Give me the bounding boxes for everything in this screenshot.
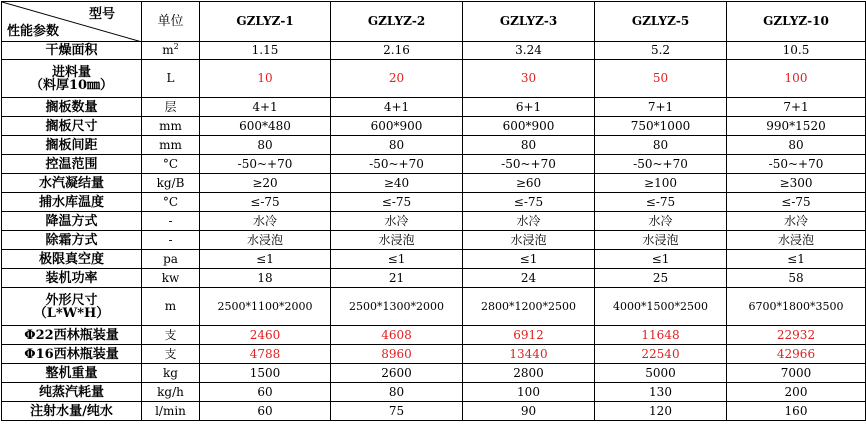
value-cell: 80 [331,136,463,155]
value-cell: 10 [200,60,331,98]
value-cell: ≤-75 [331,193,463,212]
param-unit [142,212,200,231]
value-cell: 4788 [200,345,331,364]
spec-rows [2,42,866,421]
value-cell: 120 [595,402,727,421]
unit-text: pa [163,251,178,266]
param-unit [142,326,200,345]
value-cell: 600*900 [463,117,595,136]
param-unit [142,231,200,250]
unit-text: kg [163,365,178,380]
value-cell: 水浸泡 [727,231,866,250]
param-name-sub: （料厚10㎜） [29,77,114,93]
param-name-text: 极限真空度 [38,251,104,267]
value-cell: 58 [727,269,866,288]
value-cell: 2500*1300*2000 [331,288,463,326]
value-cell: 100 [727,60,866,98]
value-cell: 18 [200,269,331,288]
param-name [2,250,142,269]
value-cell: 3.24 [463,42,595,60]
value-cell: 11648 [595,326,727,345]
unit-text: kw [161,270,180,285]
unit-text: 层 [164,99,177,114]
value-cell: 60 [200,402,331,421]
value-cell: 21 [331,269,463,288]
value-cell: 2800 [463,364,595,383]
value-cell: ≤-75 [200,193,331,212]
value-cell: 2800*1200*2500 [463,288,595,326]
param-unit [142,345,200,364]
value-cell: 水浸泡 [595,231,727,250]
param-unit [142,174,200,193]
table-row [2,364,866,383]
unit-text: L [166,71,175,85]
value-cell: 80 [595,136,727,155]
value-cell: 2460 [200,326,331,345]
corner-label-model: 型号 [88,7,115,22]
param-name-text: 装机功率 [45,270,98,286]
param-name [2,212,142,231]
param-unit [142,193,200,212]
unit-text: kg/h [157,384,184,399]
value-cell: 5.2 [595,42,727,60]
param-name [2,155,142,174]
value-cell: 水浸泡 [331,231,463,250]
unit-text: l/min [155,403,186,418]
param-name-text: 注射水量/纯水 [30,403,113,419]
param-unit [142,288,200,326]
param-name-text: 控温范围 [45,156,98,172]
param-name [2,98,142,117]
value-cell: -50~+70 [463,155,595,174]
param-name [2,60,142,98]
value-cell: 8960 [331,345,463,364]
table-row [2,326,866,345]
header-row [2,2,866,42]
value-cell: 7+1 [595,98,727,117]
param-unit [142,136,200,155]
value-cell: ≤1 [200,250,331,269]
param-name-text: 除霜方式 [45,232,98,248]
value-cell: 200 [727,383,866,402]
value-cell: 30 [463,60,595,98]
param-unit [142,402,200,421]
header-corner-cell [2,2,142,42]
value-cell: 7000 [727,364,866,383]
table-row [2,42,866,60]
value-cell: 80 [463,136,595,155]
value-cell: ≤1 [595,250,727,269]
value-cell: 750*1000 [595,117,727,136]
value-cell: 130 [595,383,727,402]
param-name [2,402,142,421]
value-cell: 24 [463,269,595,288]
unit-text: mm [159,137,182,152]
unit-text: 支 [164,327,177,342]
table-row [2,345,866,364]
value-cell: 7+1 [727,98,866,117]
value-cell: ≥40 [331,174,463,193]
value-cell: 22932 [727,326,866,345]
header-model-5: GZLYZ-10 [727,2,866,42]
param-name [2,383,142,402]
value-cell: ≤-75 [595,193,727,212]
value-cell: 75 [331,402,463,421]
value-cell: 22540 [595,345,727,364]
value-cell: 10.5 [727,42,866,60]
param-unit [142,98,200,117]
value-cell: 1.15 [200,42,331,60]
unit-text: mm [159,118,182,133]
value-cell: 5000 [595,364,727,383]
value-cell: ≥20 [200,174,331,193]
table-row [2,155,866,174]
value-cell: -50~+70 [200,155,331,174]
unit-text: kg/B [156,175,185,190]
value-cell: 2600 [331,364,463,383]
value-cell: -50~+70 [331,155,463,174]
value-cell: 4+1 [331,98,463,117]
unit-text: 支 [164,346,177,361]
param-name-text: Φ16西林瓶装量 [24,346,119,362]
table-row [2,60,866,98]
param-name-text: 搁板尺寸 [45,118,98,134]
param-name [2,231,142,250]
unit-text: °C [162,156,179,171]
value-cell: 水冷 [331,212,463,231]
table-row [2,383,866,402]
param-name [2,364,142,383]
value-cell: 2.16 [331,42,463,60]
table-row [2,250,866,269]
param-name-text: 搁板数量 [45,99,98,115]
value-cell: 水冷 [200,212,331,231]
value-cell: 600*480 [200,117,331,136]
param-name-text: 降温方式 [45,213,98,229]
param-unit [142,155,200,174]
unit-text: °C [162,194,179,209]
value-cell: 2500*1100*2000 [200,288,331,326]
unit-superscript: 2 [173,42,179,51]
header-model-1: GZLYZ-1 [200,2,331,42]
header-model-2: GZLYZ-2 [331,2,463,42]
value-cell: 80 [727,136,866,155]
value-cell: ≥60 [463,174,595,193]
value-cell: 80 [331,383,463,402]
param-name-sub: （L*W*H） [33,305,110,321]
value-cell: 6+1 [463,98,595,117]
value-cell: 160 [727,402,866,421]
param-name [2,193,142,212]
value-cell: 水冷 [595,212,727,231]
table-row [2,402,866,421]
corner-label-params: 性能参数 [7,24,60,39]
value-cell: 4000*1500*2500 [595,288,727,326]
param-name-text: 干燥面积 [45,43,98,58]
param-name [2,326,142,345]
value-cell: 100 [463,383,595,402]
value-cell: -50~+70 [595,155,727,174]
param-name [2,345,142,364]
param-unit [142,42,200,60]
param-unit [142,383,200,402]
param-name [2,42,142,60]
param-name-text: 外形尺寸 [45,292,98,308]
value-cell: 90 [463,402,595,421]
value-cell: ≤-75 [727,193,866,212]
header-model-3: GZLYZ-3 [463,2,595,42]
unit-text: - [168,232,173,247]
value-cell: ≤1 [463,250,595,269]
value-cell: 4+1 [200,98,331,117]
param-unit [142,269,200,288]
header-model-4: GZLYZ-5 [595,2,727,42]
param-unit [142,364,200,383]
param-name-text: 捕水库温度 [38,194,104,210]
param-name-text: 整机重量 [45,365,98,381]
param-unit [142,117,200,136]
table-row [2,174,866,193]
value-cell: 50 [595,60,727,98]
value-cell: ≤1 [331,250,463,269]
table-row [2,136,866,155]
table-row [2,98,866,117]
value-cell: 600*900 [331,117,463,136]
value-cell: 水浸泡 [463,231,595,250]
value-cell: ≤1 [727,250,866,269]
value-cell: 6912 [463,326,595,345]
param-name [2,269,142,288]
param-name-text: 搁板间距 [45,137,98,153]
value-cell: 42966 [727,345,866,364]
table-row [2,193,866,212]
header-unit: 单位 [142,2,200,42]
value-cell: 水冷 [727,212,866,231]
param-name-text: Φ22西林瓶装量 [24,327,119,343]
table-row [2,117,866,136]
value-cell: ≥100 [595,174,727,193]
value-cell: 水浸泡 [200,231,331,250]
value-cell: ≤-75 [463,193,595,212]
value-cell: 25 [595,269,727,288]
value-cell: 80 [200,136,331,155]
value-cell: 1500 [200,364,331,383]
unit-text: - [168,213,173,228]
table-row [2,212,866,231]
value-cell: -50~+70 [727,155,866,174]
value-cell: ≥300 [727,174,866,193]
param-name [2,136,142,155]
value-cell: 6700*1800*3500 [727,288,866,326]
table-row [2,288,866,326]
param-name-text: 纯蒸汽耗量 [38,384,104,400]
param-name [2,288,142,326]
param-unit [142,60,200,98]
value-cell: 水冷 [463,212,595,231]
param-unit [142,250,200,269]
param-name [2,174,142,193]
unit-text: m [162,43,174,57]
spec-table [1,1,866,421]
value-cell: 4608 [331,326,463,345]
value-cell: 990*1520 [727,117,866,136]
param-name-text: 进料量 [51,64,91,80]
param-name [2,117,142,136]
param-name-text: 水汽凝结量 [38,175,104,191]
table-row [2,269,866,288]
value-cell: 20 [331,60,463,98]
table-row [2,231,866,250]
unit-text: m [164,299,177,313]
value-cell: 60 [200,383,331,402]
value-cell: 13440 [463,345,595,364]
